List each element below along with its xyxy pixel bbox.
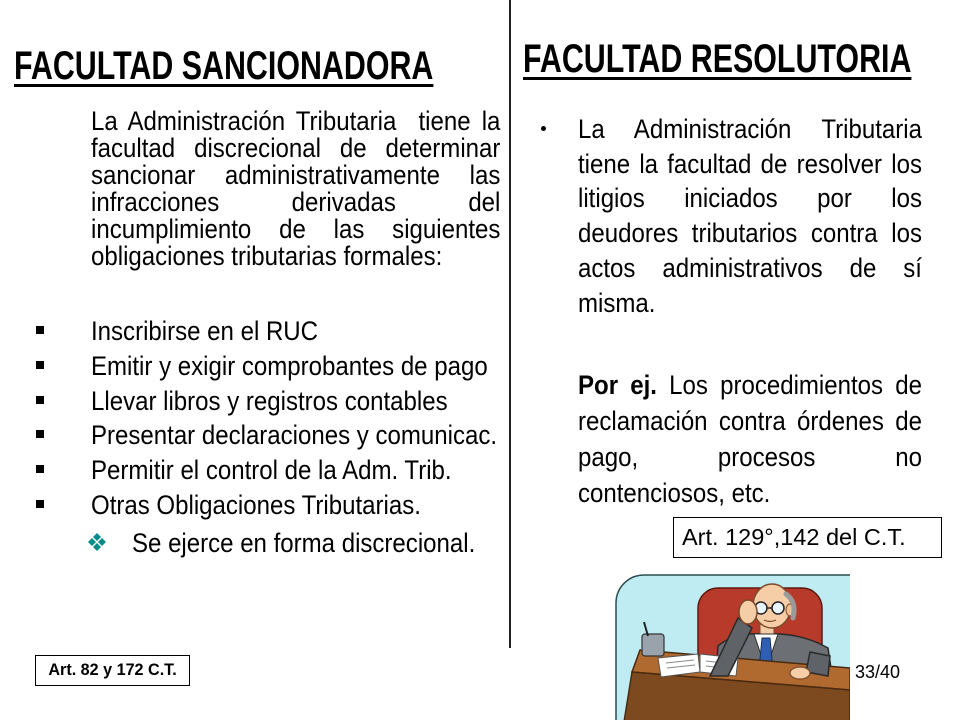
intro-line: sancionar administrativamente las	[91, 160, 501, 190]
description-line: litigios iniciados por los	[578, 183, 922, 214]
intro-paragraph	[91, 108, 500, 270]
reference-box-right: Art. 129°,142 del C.T.	[673, 517, 942, 558]
description-line: misma.	[578, 287, 656, 318]
raised-hand	[739, 600, 757, 624]
square-bullet-icon	[36, 430, 44, 438]
obligation-text: Emitir y exigir comprobantes de pago	[91, 350, 488, 381]
description-line: actos administrativos de sí	[578, 252, 922, 283]
square-bullet-icon	[36, 500, 44, 508]
reference-text-left: Art. 82 y 172 C.T.	[48, 660, 177, 679]
obligation-text: Presentar declaraciones y comunicac.	[91, 420, 498, 451]
square-bullet-icon	[36, 465, 44, 473]
page-number: 33/40	[855, 662, 901, 682]
intro-line: incumplimiento de las siguientes	[91, 214, 501, 244]
title-facultad-resolutoria: FACULTAD RESOLUTORIA	[523, 37, 912, 81]
obligation-text: Permitir el control de la Adm. Trib.	[91, 455, 452, 486]
dot-bullet-icon	[541, 126, 546, 131]
description-line: La Administración Tributaria	[578, 114, 922, 144]
square-bullet-icon	[36, 361, 44, 369]
writing-hand	[790, 667, 810, 679]
example-line-text: Los procedimientos de	[669, 370, 922, 400]
pen-holder	[642, 634, 664, 656]
column-divider	[509, 0, 511, 648]
square-bullet-icon	[36, 326, 44, 334]
description-line: tiene la facultad de resolver los	[578, 148, 922, 179]
example-lead: Por ej.	[578, 370, 657, 400]
reference-box-left	[35, 655, 190, 686]
intro-line: obligaciones tributarias formales:	[91, 241, 443, 271]
obligation-text: Llevar libros y registros contables	[91, 385, 448, 416]
example-line: contenciosos, etc.	[578, 478, 771, 508]
judge-at-desk-clipart	[614, 572, 850, 720]
obligation-text: Otras Obligaciones Tributarias.	[91, 489, 421, 520]
example-paragraph	[578, 367, 922, 511]
description-paragraph	[578, 112, 922, 320]
intro-line: infracciones derivadas del	[91, 187, 501, 217]
note-text: Se ejerce en forma discrecional.	[132, 528, 476, 558]
description-line: deudores tributarios contra los	[578, 218, 922, 249]
example-line: pago, procesos no	[578, 442, 922, 472]
obligation-text: Inscribirse en el RUC	[91, 316, 319, 346]
example-line	[578, 367, 922, 403]
title-facultad-sancionadora: FACULTAD SANCIONADORA	[14, 44, 434, 88]
four-diamond-bullet-icon	[88, 533, 106, 551]
intro-line: La Administración Tributaria tiene la	[91, 106, 501, 136]
square-bullet-icon	[36, 396, 44, 404]
intro-line: facultad discrecional de determinar	[91, 133, 501, 163]
example-line: reclamación contra órdenes de	[578, 406, 922, 436]
